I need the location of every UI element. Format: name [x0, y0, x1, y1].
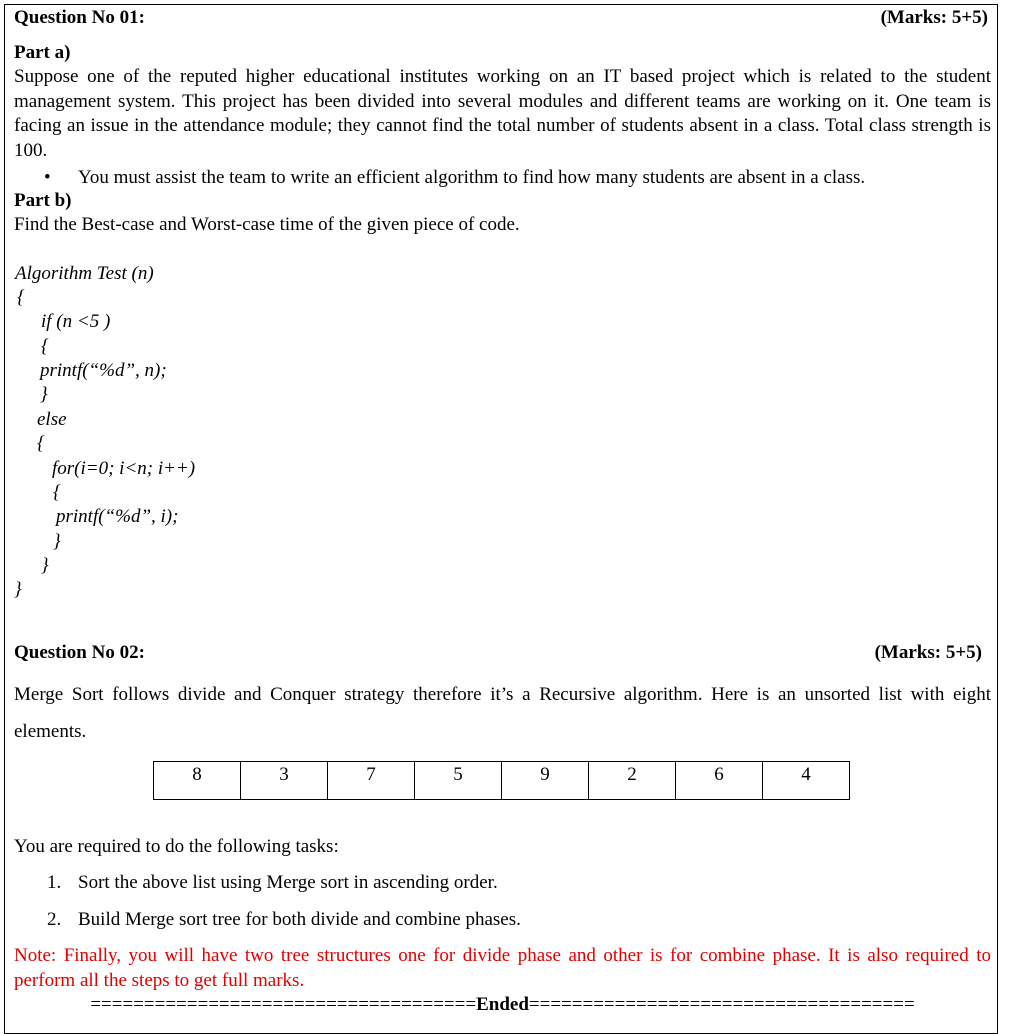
list-cell: 5: [415, 762, 502, 800]
q2-title: Question No 02:: [14, 642, 145, 663]
ended-fill-right: ====================================: [528, 994, 915, 1015]
list-cell: 3: [241, 762, 328, 800]
code-line: {: [37, 433, 45, 454]
unsorted-list-table: [153, 761, 850, 800]
code-line: }: [14, 579, 22, 600]
task-number: 2.: [47, 909, 62, 930]
part-b-heading: Part b): [14, 190, 72, 211]
q2-paragraph: Merge Sort follows divide and Conquer strategy therefore it’s a Recursive algorithm. Here is an unsorted list with eight elements.: [14, 684, 991, 742]
ended-label: Ended: [476, 994, 529, 1015]
list-cell: 8: [154, 762, 241, 800]
q1-marks: (Marks: 5+5): [880, 7, 988, 28]
task-text: Sort the above list using Merge sort in ascending order.: [78, 872, 498, 893]
part-a-heading: Part a): [14, 42, 71, 63]
list-cell: 7: [328, 762, 415, 800]
part-a-bullet-text: You must assist the team to write an efficient algorithm to find how many students are absent in a class.: [78, 167, 866, 188]
code-line: }: [40, 384, 48, 405]
code-line: printf(“%d”, n);: [40, 360, 167, 381]
q2-marks: (Marks: 5+5): [874, 642, 982, 663]
ended-line: [14, 994, 991, 1016]
code-line: printf(“%d”, i);: [56, 506, 179, 527]
task-text: Build Merge sort tree for both divide and combine phases.: [78, 909, 521, 930]
code-line: }: [53, 531, 61, 552]
list-cell: 6: [676, 762, 763, 800]
code-line: for(i=0; i<n; i++): [52, 458, 196, 479]
list-cell: 4: [763, 762, 850, 800]
list-cell: 2: [589, 762, 676, 800]
code-line-header: Algorithm Test (n): [15, 263, 154, 284]
code-line: {: [17, 287, 25, 308]
code-line: if (n <5 ): [41, 311, 111, 332]
ended-fill-left: ====================================: [90, 994, 477, 1015]
code-line: {: [53, 482, 61, 503]
code-line: {: [41, 336, 49, 357]
q1-title: Question No 01:: [14, 7, 145, 28]
note-text: Note: Finally, you will have two tree structures one for divide phase and other is for combine phase. It is also required to perform all the steps to get full marks.: [14, 945, 991, 991]
tasks-intro: You are required to do the following tasks:: [14, 836, 339, 857]
part-a-paragraph: Suppose one of the reputed higher educational institutes working on an IT based project which is related to the student management system. This project has been divided into several modules and different teams are working on it. One team is facing an issue in the attendance module; they cannot find the total number of students absent in a class. Total class strength is 100.: [14, 66, 991, 161]
part-b-paragraph: Find the Best-case and Worst-case time of the given piece of code.: [14, 214, 520, 235]
list-cell: 9: [502, 762, 589, 800]
bullet-symbol: •: [44, 167, 51, 188]
code-line: else: [37, 409, 67, 430]
task-number: 1.: [47, 872, 62, 893]
code-line: }: [41, 555, 49, 576]
